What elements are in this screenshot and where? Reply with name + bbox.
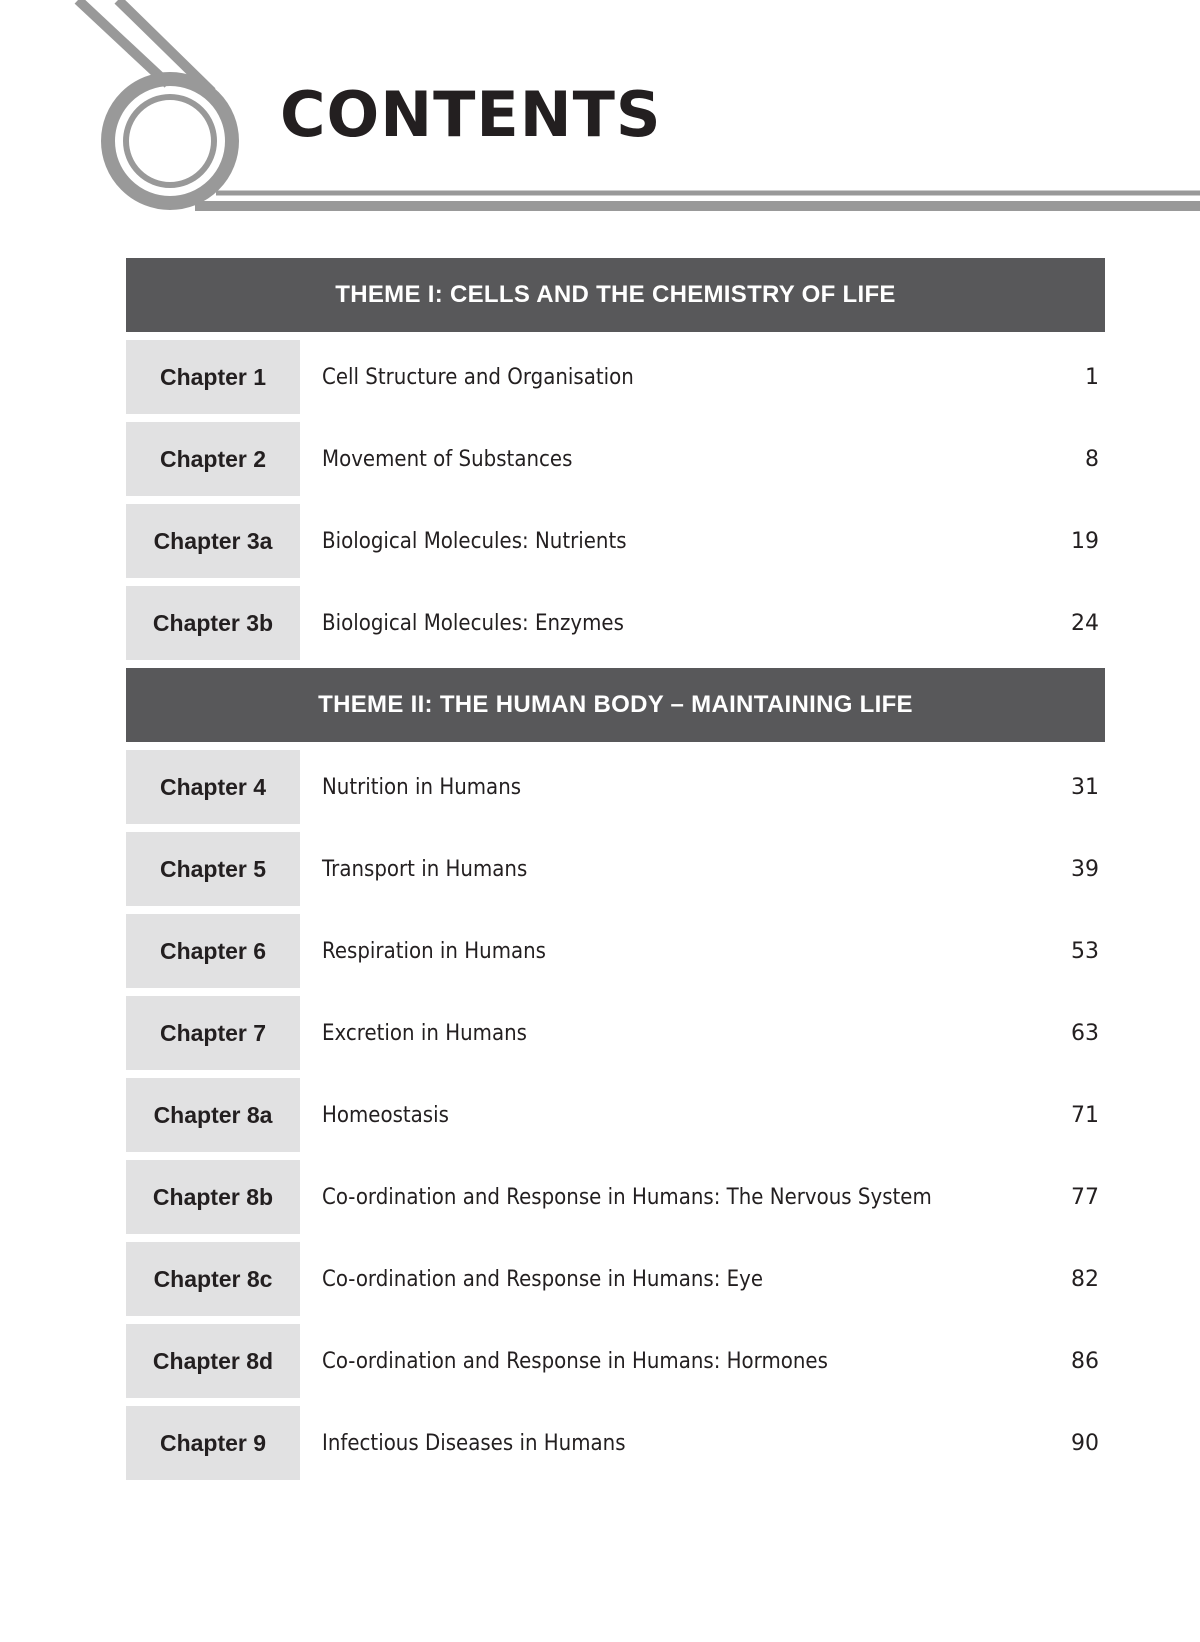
chapter-title-cell [300,1078,1019,1152]
chapter-label: Chapter 3b [126,586,300,660]
chapter-title: Nutrition in Humans [322,774,522,800]
chapter-title-cell [300,422,1019,496]
page-number: 1 [1085,364,1099,390]
page-number: 90 [1071,1430,1099,1456]
chapter-title: Biological Molecules: Enzymes [322,610,624,636]
page-number: 19 [1071,528,1099,554]
chapter-label: Chapter 8d [126,1324,300,1398]
chapter-title: Co-ordination and Response in Humans: Hormones [322,1348,828,1374]
chapter-title: Respiration in Humans [322,938,547,964]
page-number: 77 [1071,1184,1099,1210]
toc-entry [126,996,1105,1070]
toc-entry [126,504,1105,578]
chapter-label: Chapter 2 [126,422,300,496]
chapter-title: Co-ordination and Response in Humans: Eye [322,1266,764,1292]
theme-header: THEME I: CELLS AND THE CHEMISTRY OF LIFE [126,258,1105,332]
chapter-label: Chapter 8a [126,1078,300,1152]
chapter-label: Chapter 8c [126,1242,300,1316]
chapter-title-cell [300,1160,1019,1234]
toc-entry [126,914,1105,988]
toc-entry [126,422,1105,496]
toc-entry [126,750,1105,824]
chapter-label: Chapter 4 [126,750,300,824]
toc-entry [126,1160,1105,1234]
page-number: 31 [1071,774,1099,800]
toc-entry [126,340,1105,414]
chapter-title: Infectious Diseases in Humans [322,1430,626,1456]
chapter-title: Transport in Humans [322,856,528,882]
chapter-title-cell [300,1242,1019,1316]
chapter-title-cell [300,914,1019,988]
chapter-label: Chapter 9 [126,1406,300,1480]
chapter-title-cell [300,504,1019,578]
page-number: 86 [1071,1348,1099,1374]
toc-entry [126,1406,1105,1480]
chapter-title-cell [300,586,1019,660]
chapter-title-cell [300,832,1019,906]
chapter-label: Chapter 7 [126,996,300,1070]
chapter-title: Movement of Substances [322,446,573,472]
page-number: 24 [1071,610,1099,636]
toc-entry [126,1078,1105,1152]
chapter-label: Chapter 3a [126,504,300,578]
chapter-title: Excretion in Humans [322,1020,527,1046]
chapter-title: Co-ordination and Response in Humans: The Nervous System [322,1184,932,1210]
chapter-label: Chapter 6 [126,914,300,988]
chapter-title-cell [300,996,1019,1070]
chapter-title: Cell Structure and Organisation [322,364,634,390]
page-number: 39 [1071,856,1099,882]
chapter-title-cell [300,750,1019,824]
toc-entry [126,1242,1105,1316]
toc-entry [126,1324,1105,1398]
toc-entry [126,586,1105,660]
chapter-title-cell [300,1406,1019,1480]
page-number: 53 [1071,938,1099,964]
chapter-title: Biological Molecules: Nutrients [322,528,627,554]
page-title: CONTENTS [280,78,662,151]
page-number: 8 [1085,446,1099,472]
chapter-label: Chapter 8b [126,1160,300,1234]
chapter-label: Chapter 5 [126,832,300,906]
page-number: 71 [1071,1102,1099,1128]
page-number: 82 [1071,1266,1099,1292]
theme-header: THEME II: THE HUMAN BODY – MAINTAINING LIFE [126,668,1105,742]
chapter-label: Chapter 1 [126,340,300,414]
table-of-contents [126,258,1105,1488]
chapter-title: Homeostasis [322,1102,449,1128]
chapter-title-cell [300,340,1019,414]
toc-entry [126,832,1105,906]
page-number: 63 [1071,1020,1099,1046]
chapter-title-cell [300,1324,1019,1398]
